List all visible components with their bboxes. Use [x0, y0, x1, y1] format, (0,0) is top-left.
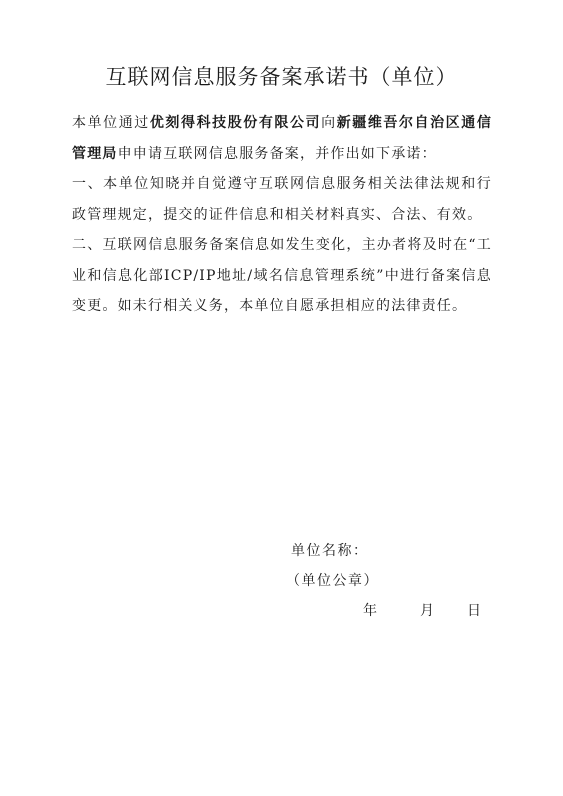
unit-seal-label: （单位公章） [286, 573, 379, 589]
unit-name-label: 单位名称： [291, 543, 369, 559]
intro-text-3: 申申请互联网信息服务备案，并作出如下承诺： [117, 145, 437, 162]
company-name: 优刻得科技股份有限公司 [149, 115, 322, 131]
year-label: 年 [363, 603, 379, 619]
authority-name: 新疆维吾尔自治区通信管理局 [72, 115, 493, 162]
intro-paragraph [72, 108, 492, 169]
document-body [72, 108, 492, 322]
intro-text-2: 向 [321, 115, 337, 131]
document-title: 互联网信息服务备案承诺书（单位） [105, 65, 458, 89]
intro-text-1: 本单位通过 [72, 115, 150, 131]
clause-2: 二、互联网信息服务备案信息如发生变化，主办者将及时在“工业和信息化部ICP/IP地址/域名信息管理系统”中进行备案信息变更。如未行相关义务，本单位自愿承担相应的法律责任。 [72, 237, 492, 314]
clause-1: 一、本单位知晓并自觉遵守互联网信息服务相关法律法规和行政管理规定，提交的证件信息和相关材料真实、合法、有效。 [72, 176, 492, 223]
day-label: 日 [467, 603, 483, 619]
month-label: 月 [420, 603, 436, 619]
